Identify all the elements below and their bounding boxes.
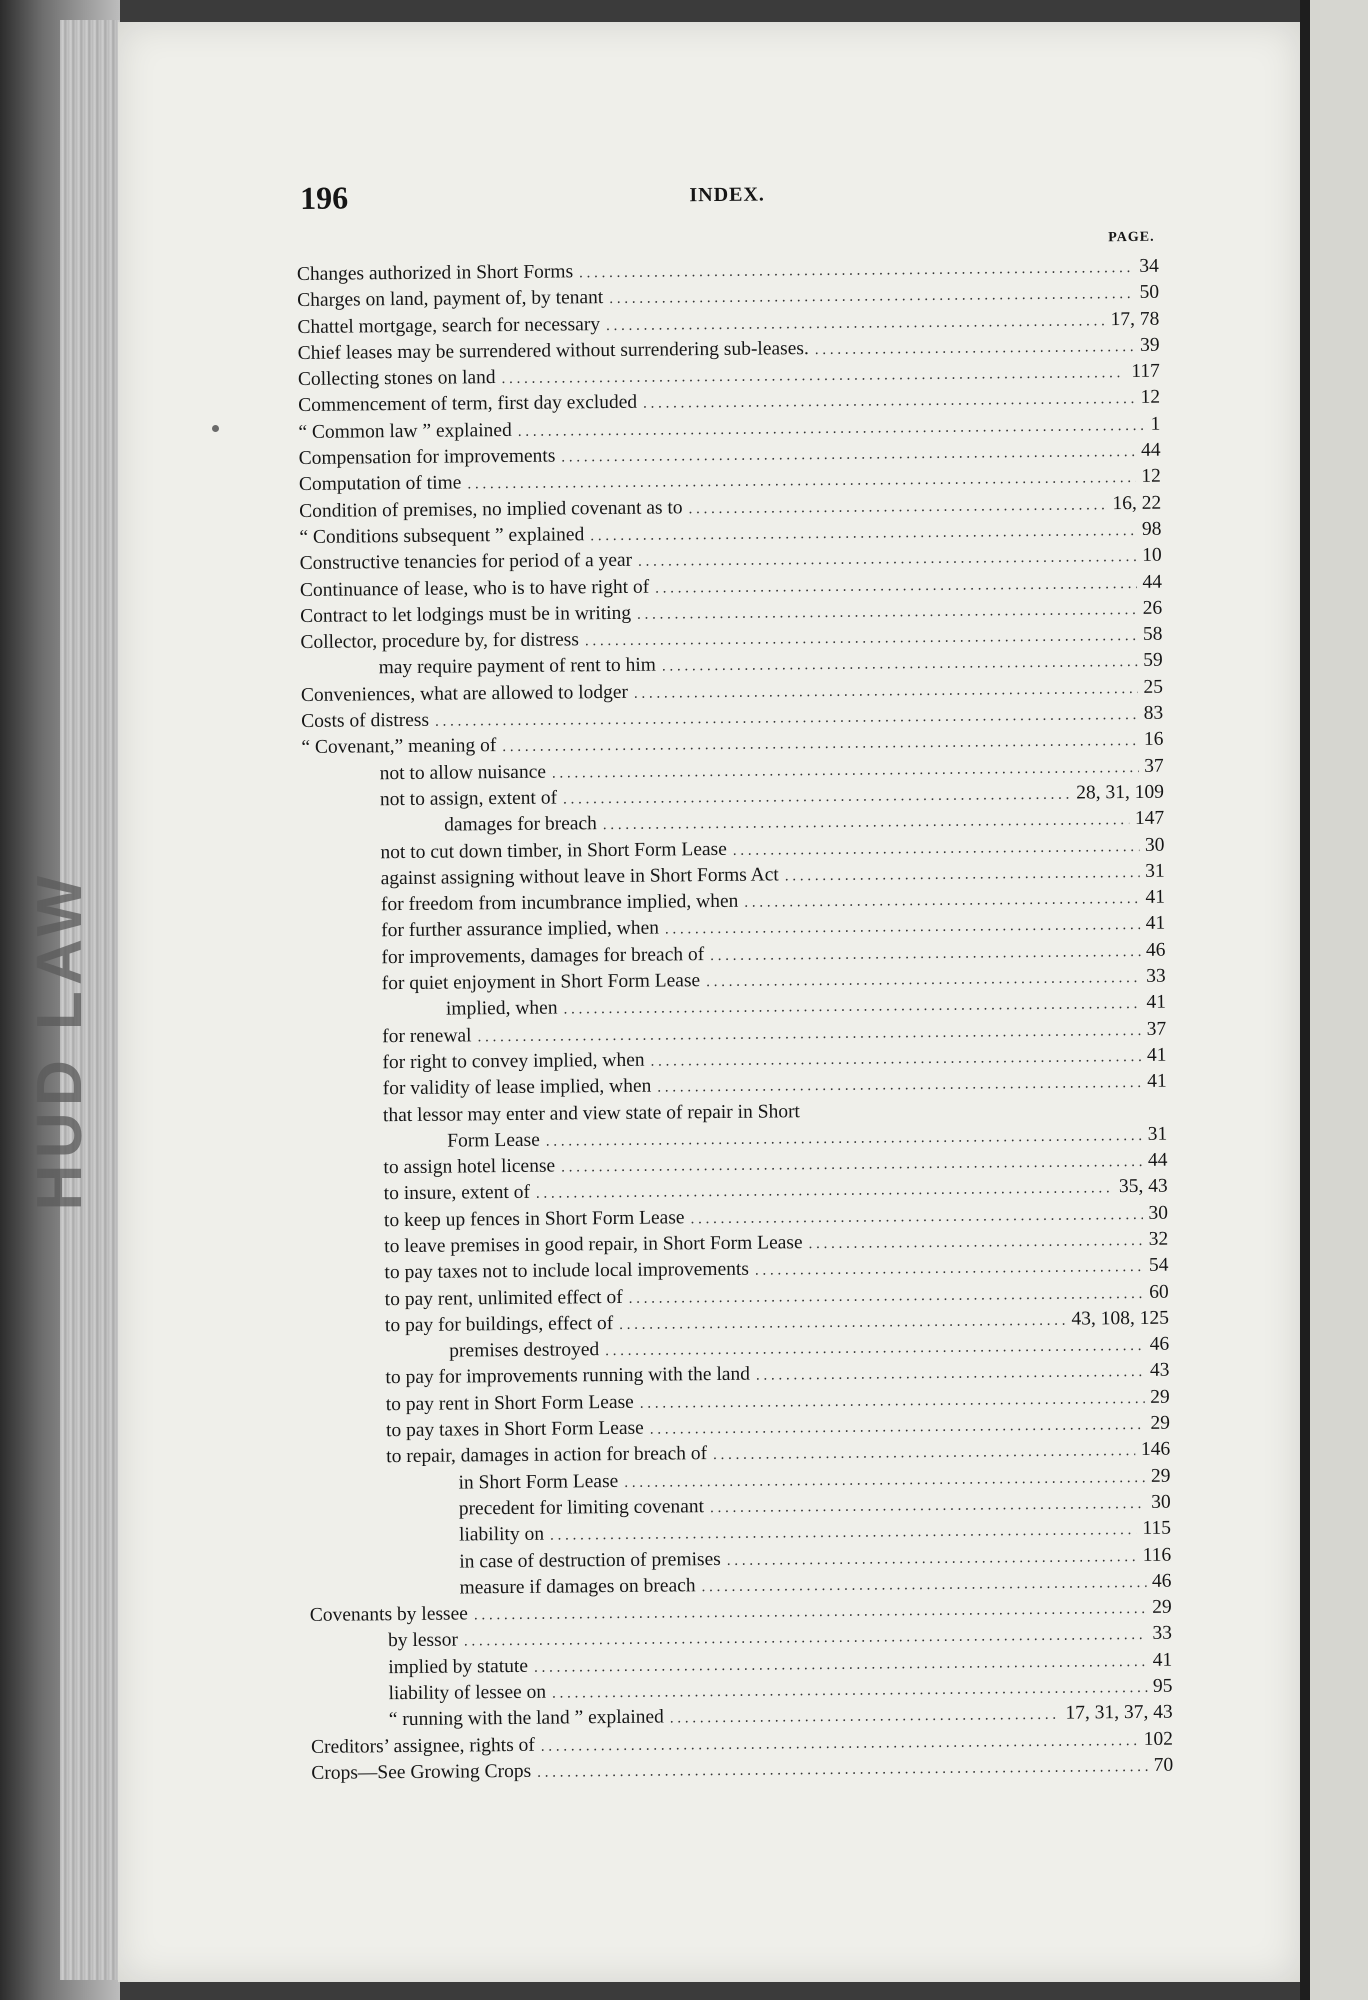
- scan-speck: [212, 425, 219, 432]
- index-entry-text: “ Common law ” explained: [298, 419, 512, 443]
- index-entry-pages: 12: [1141, 466, 1161, 488]
- dot-leader: [756, 1359, 1144, 1389]
- index-entry-pages: 115: [1142, 1517, 1172, 1540]
- page-column-label: PAGE.: [1108, 229, 1155, 246]
- index-entry-text: to pay for buildings, effect of: [384, 1312, 614, 1337]
- index-entry-text: not to allow nuisance: [379, 761, 547, 784]
- index-entry-pages: 31: [1147, 1123, 1168, 1145]
- index-entry-text: may require payment of rent to him: [378, 655, 657, 679]
- index-entry-text: to pay taxes not to include local improvements: [384, 1258, 750, 1284]
- index-entry-pages: 35, 43: [1118, 1176, 1168, 1198]
- dot-leader: [710, 1491, 1145, 1521]
- index-entry-text: Chief leases may be surrendered without surrendering sub-leases.: [297, 337, 809, 364]
- index-entry-text: in Short Form Lease: [458, 1470, 619, 1494]
- index-entry-pages: 34: [1139, 255, 1159, 277]
- index-entry-text: “ running with the land ” explained: [388, 1706, 664, 1731]
- index-entry-pages: 60: [1149, 1281, 1169, 1303]
- dot-leader: [808, 1228, 1142, 1258]
- index-entry-text: Charges on land, payment of, by tenant: [297, 287, 604, 312]
- index-entry-text: Costs of distress: [301, 709, 430, 733]
- dot-leader: [815, 334, 1135, 363]
- index-entry-text: for renewal: [382, 1024, 472, 1047]
- index-entry-text: Changes authorized in Short Forms: [296, 261, 574, 285]
- index-entry-text: Constructive tenancies for period of a year: [299, 550, 633, 575]
- dot-leader: [689, 492, 1107, 522]
- index-entry-pages: 26: [1142, 597, 1163, 619]
- index-entry-pages: 17, 78: [1110, 308, 1160, 330]
- index-entry-text: precedent for limiting covenant: [458, 1496, 705, 1520]
- index-entry-pages: 41: [1145, 886, 1166, 909]
- index-entry-pages: 29: [1150, 1386, 1170, 1408]
- index-entry-text: to insure, extent of: [383, 1182, 531, 1205]
- dot-leader: [733, 833, 1139, 863]
- index-entry-text: Creditors’ assignee, rights of: [310, 1734, 535, 1758]
- index-entry-text: liability of lessee on: [388, 1681, 547, 1705]
- index-entry-text: “ Covenant,” meaning of: [301, 735, 497, 759]
- index-entry-text: Form Lease: [447, 1129, 540, 1152]
- index-entry-pages: 50: [1139, 282, 1160, 304]
- index-entry-pages: 41: [1152, 1649, 1173, 1671]
- index-entry-pages: 29: [1150, 1465, 1171, 1487]
- index-entry-pages: 58: [1142, 623, 1163, 646]
- dot-leader: [629, 1280, 1144, 1311]
- index-page-content: [296, 172, 1173, 1787]
- index-entry-text: to repair, damages in action for breach of: [386, 1443, 708, 1468]
- index-entry-text: implied, when: [445, 997, 558, 1020]
- index-entry-text: against assigning without leave in Short Forms Act: [380, 864, 779, 890]
- index-entry-pages: 46: [1145, 939, 1166, 961]
- index-entry-pages: 46: [1149, 1333, 1170, 1356]
- index-entry-text: for validity of lease implied, when: [382, 1075, 652, 1100]
- index-entry-pages: 17, 31, 37, 43: [1065, 1701, 1173, 1725]
- index-entry-pages: 95: [1152, 1675, 1173, 1697]
- index-entry-pages: 41: [1147, 1070, 1167, 1093]
- index-entry-text: Condition of premises, no implied covenant as to: [299, 496, 683, 522]
- index-entry-pages: 41: [1146, 1044, 1167, 1066]
- index-entry-pages: 44: [1142, 571, 1162, 593]
- facing-page-edge: [1310, 0, 1368, 2000]
- index-entry-pages: 117: [1131, 360, 1160, 383]
- index-entry-text: Commencement of term, first day excluded: [298, 392, 638, 417]
- index-entry-text: Compensation for improvements: [298, 445, 556, 470]
- index-entry-text: premises destroyed: [449, 1339, 600, 1362]
- dot-leader: [785, 860, 1140, 890]
- index-entry-text: to assign hotel license: [383, 1155, 556, 1179]
- index-entry-pages: 30: [1151, 1491, 1171, 1513]
- index-entry-text: Computation of time: [298, 472, 462, 496]
- index-entry-text: “ Conditions subsequent ” explained: [299, 524, 585, 548]
- index-entry-pages: 98: [1141, 518, 1162, 540]
- page-gutter-shadow: [1300, 0, 1310, 2000]
- index-entry-pages: 116: [1142, 1544, 1172, 1566]
- index-entry-pages: 10: [1142, 544, 1162, 567]
- index-entry-text: implied by statute: [388, 1655, 529, 1678]
- index-entry-text: not to cut down timber, in Short Form Lease: [380, 838, 727, 863]
- index-entry-text: measure if damages on breach: [459, 1575, 696, 1599]
- index-entry-pages: 30: [1144, 834, 1165, 856]
- page-header: [296, 172, 1158, 228]
- dot-leader: [713, 1438, 1135, 1468]
- index-entry-pages: 146: [1140, 1439, 1171, 1461]
- index-entry-pages: 102: [1143, 1728, 1174, 1750]
- index-entry-text: for further assurance implied, when: [381, 917, 660, 942]
- index-entry-pages: 54: [1148, 1254, 1169, 1277]
- index-entry-text: to pay rent, unlimited effect of: [384, 1286, 623, 1310]
- index-entry-pages: 147: [1134, 807, 1165, 830]
- index-entry-pages: 37: [1144, 755, 1164, 777]
- index-entry-pages: 43, 108, 125: [1071, 1307, 1170, 1330]
- index-entry-pages: 83: [1143, 702, 1164, 724]
- index-entries: [297, 254, 1174, 1787]
- index-entry-pages: 41: [1145, 913, 1166, 935]
- index-entry-text: to leave premises in good repair, in Short Form Lease: [384, 1232, 803, 1258]
- index-entry-text: to pay taxes in Short Form Lease: [385, 1417, 644, 1442]
- index-entry-text: damages for breach: [444, 813, 597, 836]
- dot-leader: [657, 1070, 1141, 1101]
- index-entry-pages: 44: [1147, 1149, 1168, 1171]
- index-entry-text: to keep up fences in Short Form Lease: [383, 1207, 685, 1231]
- index-entry-pages: 32: [1148, 1228, 1169, 1250]
- index-entry-text: in case of destruction of premises: [459, 1548, 721, 1573]
- index-entry-pages: 59: [1143, 650, 1163, 672]
- index-entry-text: Crops—See Growing Crops: [311, 1760, 532, 1784]
- index-entry-pages: 39: [1140, 334, 1160, 356]
- index-entry-pages: 16: [1143, 729, 1164, 751]
- index-entry-text: to pay for improvements running with the land: [385, 1364, 751, 1389]
- index-entry-pages: 30: [1148, 1202, 1169, 1224]
- dot-leader: [755, 1254, 1143, 1284]
- dot-leader: [710, 939, 1140, 969]
- index-entry-text: to pay rent in Short Form Lease: [385, 1391, 634, 1415]
- running-title: INDEX.: [689, 183, 765, 207]
- index-entry-text: liability on: [458, 1523, 545, 1546]
- index-entry-pages: 29: [1152, 1596, 1172, 1618]
- index-entry-pages: 44: [1141, 439, 1161, 461]
- index-entry-pages: 33: [1146, 965, 1166, 987]
- index-entry-pages: 33: [1152, 1623, 1173, 1645]
- page-number: 196: [299, 179, 349, 216]
- index-entry-text: for freedom from incumbrance implied, when: [380, 890, 739, 916]
- index-entry-text: not to assign, extent of: [379, 787, 558, 811]
- index-entry-pages: 12: [1140, 387, 1161, 409]
- index-entry-text: Contract to let lodgings must be in writing: [300, 602, 632, 627]
- index-entry-text: for right to convey implied, when: [382, 1049, 645, 1074]
- index-entry-pages: 46: [1151, 1570, 1172, 1592]
- index-entry-pages: 43: [1149, 1360, 1170, 1382]
- dot-leader: [706, 965, 1140, 995]
- index-entry-text: that lessor may enter and view state of repair in Short: [382, 1100, 801, 1126]
- dot-leader: [727, 1544, 1137, 1574]
- index-entry-text: Chattel mortgage, search for necessary: [297, 313, 601, 338]
- index-entry-pages: 41: [1146, 992, 1167, 1014]
- index-entry-text: Covenants by lessee: [309, 1603, 469, 1627]
- index-entry-pages: 31: [1145, 860, 1165, 882]
- dot-leader: [744, 886, 1139, 916]
- dot-leader: [670, 1702, 1060, 1732]
- index-entry-pages: 70: [1153, 1754, 1174, 1776]
- index-entry-text: Continuance of lease, who is to have right of: [299, 576, 650, 601]
- index-entry-pages: 25: [1143, 676, 1164, 698]
- index-entry-pages: 37: [1146, 1018, 1167, 1040]
- spine-label: HUD LAW: [23, 870, 95, 1211]
- index-entry-pages: 29: [1150, 1412, 1171, 1434]
- index-entry-text: for improvements, damages for breach of: [381, 943, 705, 968]
- index-entry-pages: 1: [1150, 413, 1161, 435]
- index-entry-text: Collector, procedure by, for distress: [300, 629, 579, 654]
- index-entry-text: by lessor: [387, 1629, 459, 1652]
- index-entry-text: for quiet enjoyment in Short Form Lease: [381, 970, 701, 995]
- index-entry-text: Conveniences, what are allowed to lodger: [300, 681, 629, 706]
- index-entry-text: Collecting stones on land: [297, 367, 496, 391]
- index-entry-pages: 16, 22: [1112, 492, 1162, 514]
- index-entry-pages: 28, 31, 109: [1076, 781, 1165, 804]
